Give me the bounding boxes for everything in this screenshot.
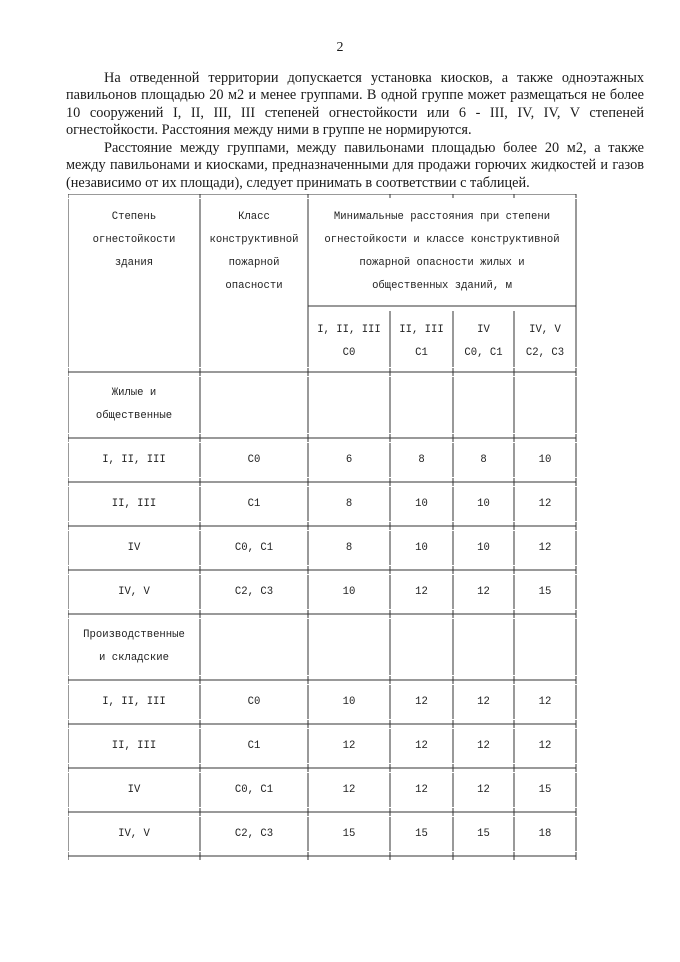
paragraph-text: На отведенной территории допускается установка киосков, а также одноэтажных павильонов площадью 20 м2 и менее группами. В одной группе может размещаться не более 10 сооружений I, II, III, III степеней огнестойкости или 6 - III, IV, IV, V степеней огнестойкости. Расстояния между ними в группе не нормируются.	[66, 70, 644, 139]
header-subcolumn-label: IV, V	[529, 324, 561, 336]
row-distance-value: 12	[415, 695, 428, 708]
section-title: и складские	[99, 652, 169, 664]
row-class: C1	[247, 739, 261, 752]
header-subcolumn-label: C0	[342, 347, 356, 359]
paragraph-text: Расстояние между группами, между павильонами площадью более 20 м2, а также между павильонами и киосками, предназначенными для продажи горючих жидкостей и газов (независимо от их площади), следует принимать в соответствии с таблицей.	[66, 140, 644, 191]
row-distance-value: 10	[477, 541, 490, 554]
row-distance-value: 15	[342, 827, 356, 840]
row-distance-value: 6	[345, 453, 353, 466]
row-distance-value: 12	[538, 695, 552, 708]
row-distance-value: 8	[345, 497, 353, 510]
header-distance-label: общественных зданий, м	[372, 280, 512, 292]
header-subcolumn-label: C2, C3	[525, 347, 565, 359]
row-distance-value: 12	[477, 695, 490, 708]
row-distance-value: 12	[477, 585, 490, 598]
row-distance-value: 12	[538, 497, 552, 510]
paragraph-distance	[66, 140, 644, 192]
row-degree: I, II, III	[102, 453, 166, 466]
header-subcolumn-label: I, II, III	[317, 324, 381, 336]
row-distance-value: 18	[538, 827, 552, 840]
row-class: C0, C1	[234, 541, 274, 554]
section-title: общественные	[95, 410, 173, 422]
row-distance-value: 12	[538, 541, 552, 554]
paragraph-intro	[66, 70, 644, 140]
row-class: C0	[247, 695, 261, 708]
row-class: C2, C3	[234, 585, 274, 598]
row-class: C0	[247, 453, 261, 466]
header-class-label: опасности	[225, 280, 283, 292]
row-distance-value: 8	[418, 453, 425, 466]
header-class-label: конструктивной	[209, 234, 299, 246]
row-class: C2, C3	[234, 827, 274, 840]
row-distance-value: 15	[538, 783, 552, 796]
row-distance-value: 8	[480, 453, 487, 466]
row-distance-value: 10	[415, 541, 428, 554]
header-degree-label: здания	[114, 257, 154, 269]
header-distance-label: огнестойкости и классе конструктивной	[324, 234, 560, 246]
row-distance-value: 10	[538, 453, 552, 466]
row-degree: II, III	[111, 739, 157, 752]
row-class: C1	[247, 497, 261, 510]
header-subcolumn-label: C0, C1	[464, 347, 503, 359]
header-subcolumn-label: C1	[415, 347, 428, 359]
header-subcolumn-label: II, III	[399, 324, 444, 336]
row-degree: IV, V	[118, 827, 150, 840]
header-degree-label: Степень	[111, 211, 157, 223]
row-distance-value: 12	[415, 739, 428, 752]
row-distance-value: 12	[342, 739, 356, 752]
row-distance-value: 12	[538, 739, 552, 752]
row-distance-value: 15	[538, 585, 552, 598]
header-class-label: пожарной	[228, 257, 280, 269]
page-number: 2	[336, 40, 344, 55]
row-distance-value: 10	[342, 585, 356, 598]
row-degree: I, II, III	[102, 695, 166, 708]
row-distance-value: 12	[415, 783, 428, 796]
section-title: Жилые и	[111, 387, 157, 399]
row-distance-value: 12	[477, 783, 490, 796]
row-distance-value: 8	[345, 541, 353, 554]
distance-table	[68, 194, 578, 864]
section-title: Производственные	[83, 629, 185, 641]
header-subcolumn-label: IV	[477, 324, 490, 336]
row-degree: II, III	[111, 497, 157, 510]
row-distance-value: 10	[342, 695, 356, 708]
row-degree: IV	[127, 783, 141, 796]
row-degree: IV	[127, 541, 141, 554]
header-distance-label: Минимальные расстояния при степени	[333, 211, 551, 223]
row-distance-value: 10	[415, 497, 428, 510]
row-degree: IV, V	[118, 585, 150, 598]
header-degree-label: огнестойкости	[92, 234, 176, 246]
row-distance-value: 12	[342, 783, 356, 796]
header-distance-label: пожарной опасности жилых и	[359, 257, 525, 269]
row-distance-value: 12	[415, 585, 428, 598]
row-distance-value: 15	[477, 827, 490, 840]
row-distance-value: 12	[477, 739, 490, 752]
row-class: C0, C1	[234, 783, 274, 796]
header-class-label: Класс	[238, 211, 270, 223]
row-distance-value: 10	[477, 497, 490, 510]
row-distance-value: 15	[415, 827, 428, 840]
